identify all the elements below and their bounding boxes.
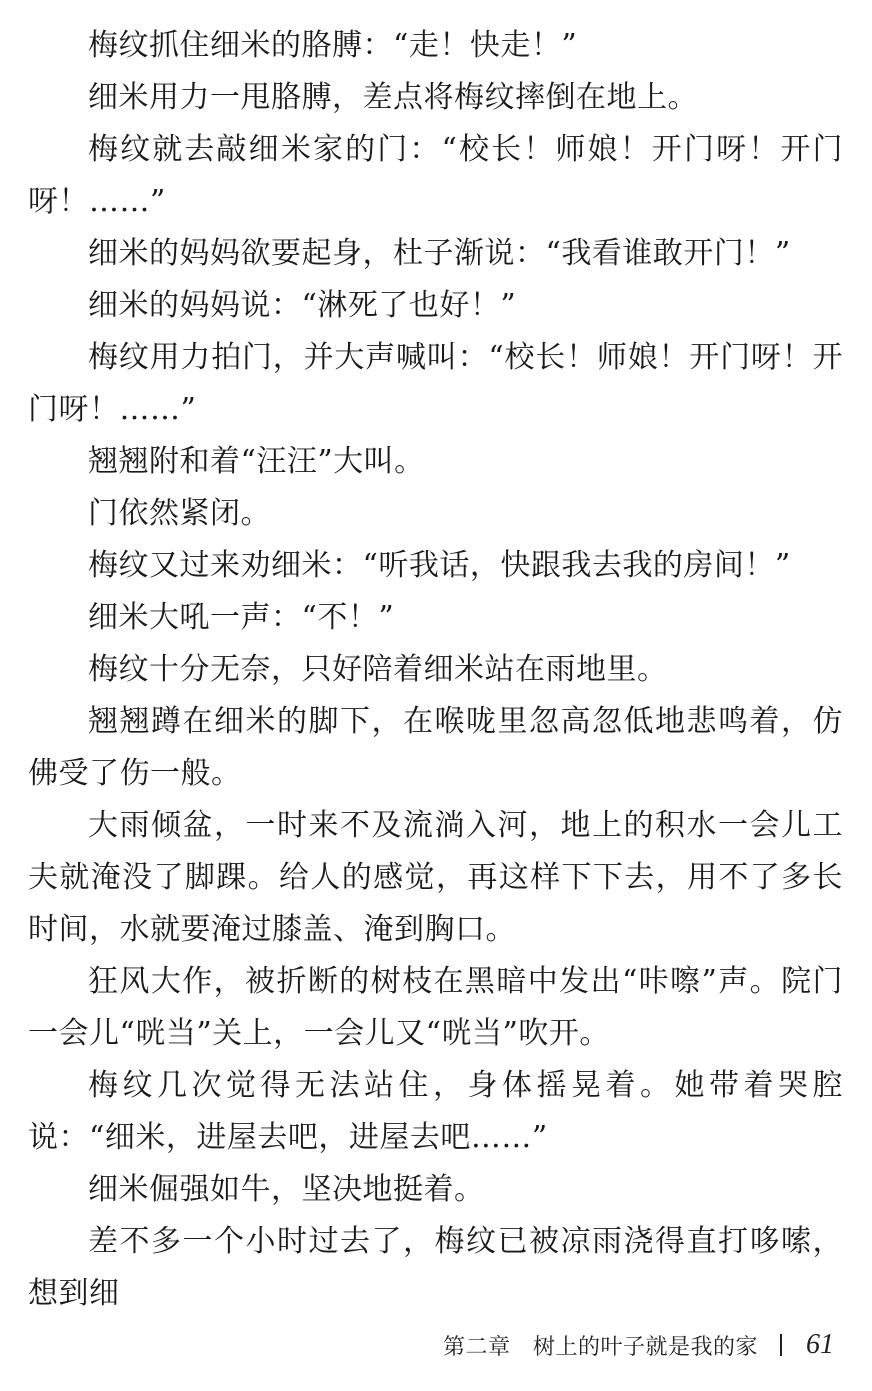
paragraph: 细米倔强如牛，坚决地挺着。: [88, 1172, 485, 1207]
paragraph: 狂风大作，被折断的树枝在黑暗中发出“咔嚓”声。院门一会儿“咣当”关上，一会儿又“咣当”吹开。: [28, 964, 843, 1051]
paragraph: 门依然紧闭。: [88, 496, 271, 531]
paragraph: 大雨倾盆，一时来不及流淌入河，地上的积水一会儿工夫就淹没了脚踝。给人的感觉，再这样下下去，用不了多长时间，水就要淹过膝盖、淹到胸口。: [28, 808, 843, 947]
paragraph: 翘翘蹲在细米的脚下，在喉咙里忽高忽低地悲鸣着，仿佛受了伤一般。: [28, 704, 843, 791]
paragraph: 细米的妈妈欲要起身，杜子渐说：“我看谁敢开门！”: [88, 236, 791, 271]
paragraph: 梅纹用力拍门，并大声喊叫：“校长！师娘！开门呀！开门呀！……”: [28, 340, 843, 427]
footer-divider: [780, 1334, 782, 1356]
page-number: 61: [806, 1329, 834, 1360]
paragraph: 梅纹就去敲细米家的门：“校长！师娘！开门呀！开门呀！……”: [28, 132, 843, 219]
paragraph: 梅纹几次觉得无法站住，身体摇晃着。她带着哭腔说：“细米，进屋去吧，进屋去吧……”: [28, 1068, 843, 1155]
page-footer: [443, 1325, 834, 1365]
paragraph: 梅纹十分无奈，只好陪着细米站在雨地里。: [88, 652, 668, 687]
paragraph: 梅纹又过来劝细米：“听我话，快跟我去我的房间！”: [88, 548, 791, 583]
paragraph: 细米大吼一声：“不！”: [88, 600, 395, 635]
chapter-title: 第二章 树上的叶子就是我的家: [442, 1334, 758, 1360]
paragraph: 差不多一个小时过去了，梅纹已被凉雨浇得直打哆嗦，想到细: [28, 1224, 843, 1311]
paragraph: 翘翘附和着“汪汪”大叫。: [88, 444, 425, 479]
paragraph: 梅纹抓住细米的胳膊：“走！快走！”: [88, 28, 578, 63]
body-text: [28, 20, 843, 1320]
paragraph: 细米用力一甩胳膊，差点将梅纹摔倒在地上。: [88, 80, 698, 115]
paragraph: 细米的妈妈说：“淋死了也好！”: [88, 288, 517, 323]
